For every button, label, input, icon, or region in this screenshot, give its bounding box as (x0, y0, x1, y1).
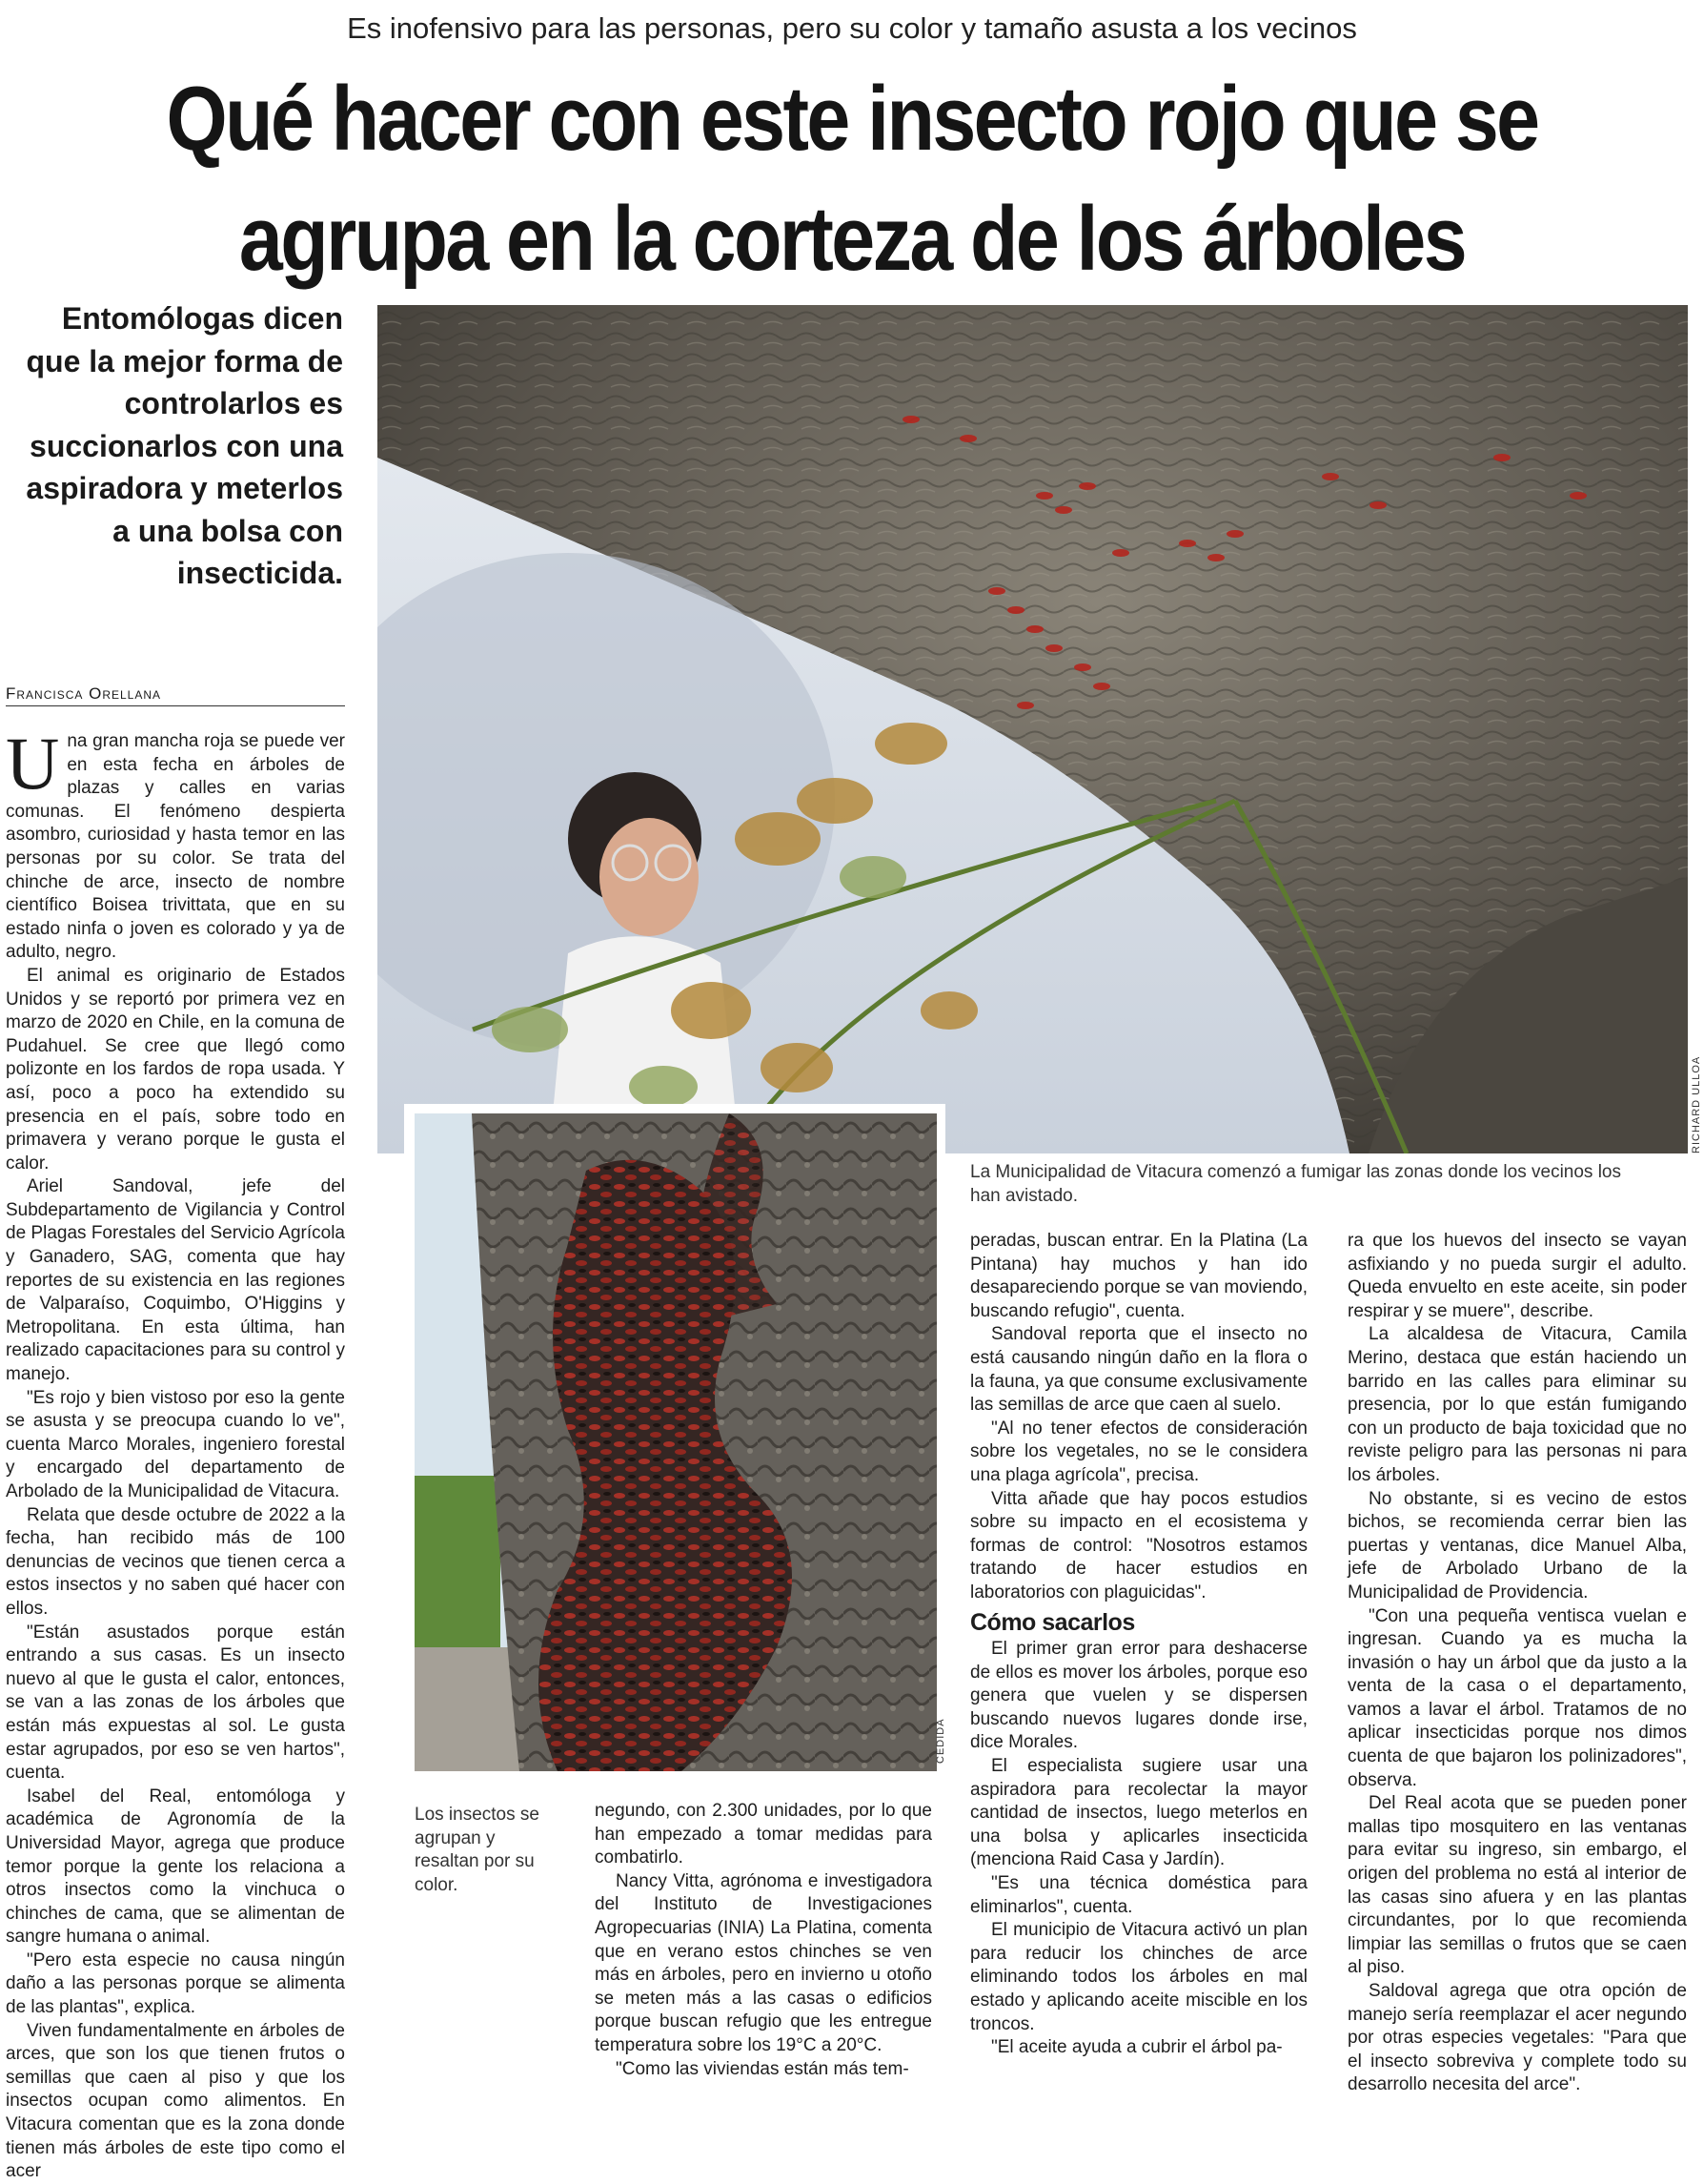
article-column-2 (595, 1800, 932, 2081)
paragraph: Isabel del Real, entomóloga y académica de Agronomía de la Universidad Mayor, agrega que produce temor porque la gente los relaciona a otros insectos como la vinchuca o chinches de cama, que se alimentan de sangre humana o animal. (6, 1786, 345, 1948)
paragraph: negundo, con 2.300 unidades, por lo que han empezado a tomar medidas para combatirlo. (595, 1801, 932, 1868)
paragraph: "Es rojo y bien vistoso por eso la gente se asusta y se preocupa cuando lo ve", cuenta Marco Morales, ingeniero forestal y encargado del departamento de Arbolado de la Municipalidad de Vitacura. (6, 1387, 345, 1501)
article-column-1 (6, 722, 345, 2184)
secondary-photo-credit: CEDIDA (935, 1718, 946, 1764)
drop-cap: U (6, 722, 60, 805)
byline: Francisca Orellana (6, 684, 345, 706)
main-photo (377, 305, 1688, 1153)
article-column-4 (1348, 1230, 1687, 2097)
secondary-photo-caption: Los insectos se agrupan y resaltan por su color. (415, 1805, 539, 1895)
paragraph: Nancy Vitta, agrónoma e investigadora del Instituto de Investigaciones Agropecuarias (INIA) La Platina, comenta que en verano estos chinches se ven más en árboles, pero en invierno u otoño se meten más a las casas o edificios porque buscan refugio que les entregue temperatura sobre los 19°C a 20°C. (595, 1870, 932, 2055)
paragraph: El municipio de Vitacura activó un plan para reducir los chinches de arce eliminando todos los árboles en mal estado y aplicando aceite miscible en los troncos. (970, 1920, 1308, 2034)
kicker: Es inofensivo para las personas, pero su color y tamaño asusta a los vecinos (347, 11, 1357, 45)
paragraph: No obstante, si es vecino de estos bichos, se recomienda cerrar bien las puertas y ventanas, dice Manuel Alba, jefe de Arbolado Urbano de la Municipalidad de Providencia. (1348, 1488, 1687, 1602)
headline-line-1: Qué hacer con este insecto rojo que se (166, 68, 1538, 170)
paragraph: Del Real acota que se pueden poner mallas tipo mosquitero en las ventanas para evitar su ingreso, sin embargo, el origen del problema no está al interior de las casas sino afuera y en las plantas circundantes, por lo que recomienda limpiar las semillas o frutos que se caen al piso. (1348, 1793, 1687, 1978)
article-column-3 (970, 1230, 1308, 2060)
paragraph: Relata que desde octubre de 2022 a la fecha, han recibido más de 100 denuncias de vecinos que tienen cerca a estos insectos y no saben qué hacer con ellos. (6, 1504, 345, 1619)
headline (135, 59, 1568, 299)
main-photo-image (377, 305, 1688, 1153)
paragraph: "El aceite ayuda a cubrir el árbol pa- (991, 2037, 1283, 2058)
paragraph: Viven fundamentalmente en árboles de arces, que son los que tienen frutos o semillas que caen al piso y que los insectos ocupan como alimentos. En Vitacura comentan que es la zona donde tienen más árboles de este tipo como el acer (6, 2020, 345, 2182)
paragraph: na gran mancha roja se puede ver en esta fecha en árboles de plazas y calles en varias comunas. El fenómeno despierta asombro, curiosidad y hasta temor en las personas por su color. Se trata del chinche de arce, insecto de nombre científico Boisea trivittata, que en su estado ninfa o joven es colorado y ya de adulto, negro. (6, 731, 345, 963)
paragraph: Vitta añade que hay pocos estudios sobre su impacto en el ecosistema y formas de control: "Nosotros estamos tratando de hacer estudios en laboratorios con plaguicidas". (970, 1488, 1308, 1602)
secondary-photo-image (415, 1113, 937, 1771)
deck: Entomólogas dicen que la mejor forma de controlarlos es succionarlos con una aspiradora y meterlos a una bolsa con insecticida. (26, 301, 343, 590)
paragraph: Ariel Sandoval, jefe del Subdepartamento de Vigilancia y Control de Plagas Forestales del Servicio Agrícola y Ganadero, SAG, comenta que hay reportes de su existencia en las regiones de Valparaíso, Coquimbo, O'Higgins y Metropolitana. En esta última, han realizado capacitaciones para su control y manejo. (6, 1176, 345, 1385)
secondary-photo (415, 1113, 937, 1771)
paragraph: El animal es originario de Estados Unidos y se reportó por primera vez en marzo de 2020 en Chile, en la comuna de Pudahuel. Se cree que llegó como polizonte en los fardos de ropa usada. Y así, poco a poco ha extendido su presencia en el país, sobre todo en primavera y verano porque le gusta el calor. (6, 965, 345, 1174)
paragraph: ra que los huevos del insecto se vayan asfixiando y no pueda surgir el adulto. Queda envuelto en este aceite, sin poder respirar y se muere", describe. (1348, 1231, 1687, 1321)
paragraph: "Al no tener efectos de consideración sobre los vegetales, no se le considera una plaga agrícola", precisa. (970, 1418, 1308, 1485)
paragraph: "Como las viviendas están más tem- (616, 2058, 909, 2079)
paragraph: Sandoval reporta que el insecto no está causando ningún daño en la flora o la fauna, ya que consume exclusivamente las semillas de arce que caen al suelo. (970, 1324, 1308, 1416)
paragraph: "Es una técnica doméstica para eliminarlos", cuenta. (970, 1873, 1308, 1917)
paragraph: peradas, buscan entrar. En la Platina (La Pintana) hay muchos y han ido desapareciendo porque se van moviendo, buscando refugio", cuenta. (970, 1231, 1308, 1321)
paragraph: "Con una pequeña ventisca vuelan e ingresan. Cuando ya es mucha la invasión o hay un árbol que da justo a la venta de la casa o el departamento, vamos a lavar el árbol. Tratamos de no aplicar insecticidas porque nos dimos cuenta de que bajaron los polinizadores", observa. (1348, 1605, 1687, 1790)
main-photo-caption: La Municipalidad de Vitacura comenzó a fumigar las zonas donde los vecinos los han avistado. (970, 1162, 1621, 1206)
subheading: Cómo sacarlos (970, 1608, 1135, 1636)
paragraph: "Están asustados porque están entrando a sus casas. Es un insecto nuevo al que le gusta el calor, entonces, se van a las zonas de los árboles que están más expuestas al sol. Le gusta estar agrupados, por eso se ven hartos", cuenta. (6, 1622, 345, 1784)
paragraph: Saldoval agrega que otra opción de manejo sería reemplazar el acer negundo por otras especies vegetales: "Para que el insecto sobreviva y complete todo su desarrollo necesita del arce". (1348, 1981, 1687, 2095)
headline-line-2: agrupa en la corteza de los árboles (238, 188, 1466, 290)
paragraph: El primer gran error para deshacerse de ellos es mover los árboles, porque eso genera que vuelen y se dispersen buscando nuevos lugares donde irse, dice Morales. (970, 1639, 1308, 1753)
paragraph: El especialista sugiere usar una aspiradora para recolectar la mayor cantidad de insectos, luego meterlos en una bolsa y aplicarles insecticida (menciona Raid Casa y Jardín). (970, 1756, 1308, 1870)
main-photo-credit: RICHARD ULLOA (1691, 1055, 1702, 1153)
paragraph: La alcaldesa de Vitacura, Camila Merino, destaca que están haciendo un barrido en las calles para eliminar su presencia, por lo que están fumigando con un producto de baja toxicidad que no reviste peligro para las personas ni para los árboles. (1348, 1324, 1687, 1485)
paragraph: "Pero esta especie no causa ningún daño a las personas porque se alimenta de las plantas", explica. (6, 1949, 345, 2018)
